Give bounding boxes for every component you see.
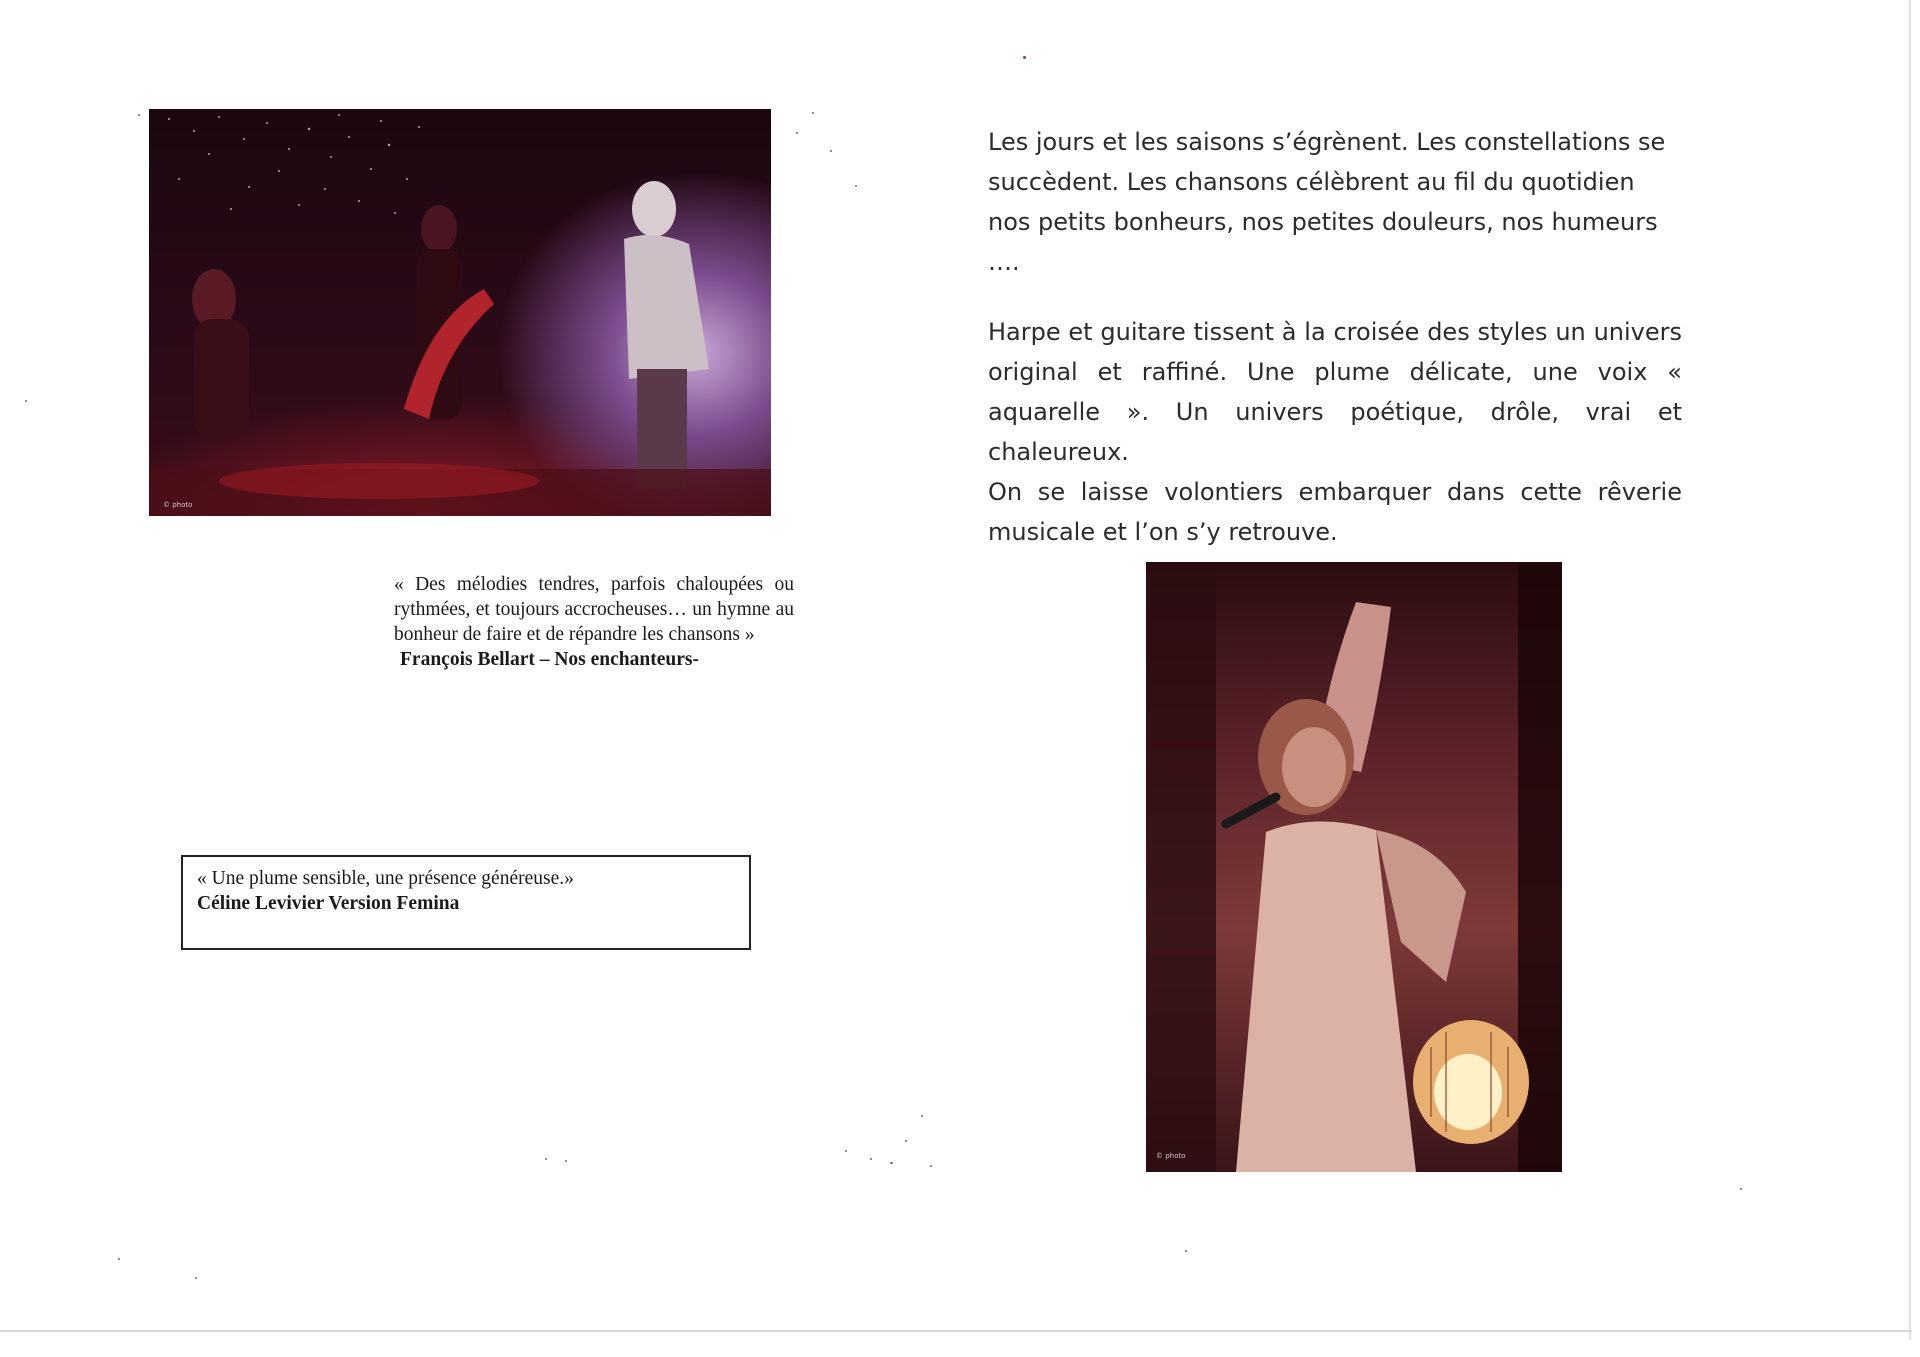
scan-speck	[1185, 1250, 1187, 1252]
intro-text-block	[988, 122, 1682, 552]
concert-photo-illustration	[149, 109, 771, 516]
scan-speck	[845, 1150, 847, 1152]
scan-speck	[138, 114, 140, 116]
scan-speck	[1023, 56, 1026, 59]
scan-speck	[565, 1160, 567, 1162]
photo-watermark: © photo	[1156, 1152, 1186, 1160]
quote-bellart-text: « Des mélodies tendres, parfois chaloupées ou rythmées, et toujours accrocheuses… un hymne au bonheur de faire et de répandre les chansons »	[394, 574, 794, 645]
scan-speck	[870, 1158, 872, 1160]
singer-with-microphone-photo	[1146, 562, 1562, 1172]
photo-watermark: © photo	[163, 501, 193, 509]
scan-speck	[855, 185, 857, 187]
scan-speck	[830, 150, 832, 152]
intro-paragraph-1: Les jours et les saisons s’égrènent. Les constellations se succèdent. Les chansons célèbrent au fil du quotidien nos petits bonheurs, nos petites douleurs, nos humeurs ….	[988, 128, 1666, 276]
scan-speck	[195, 1277, 197, 1279]
concert-stage-photo	[149, 109, 771, 516]
intro-paragraph-3: On se laisse volontiers embarquer dans cette rêverie musicale et l’on s’y retrouve.	[988, 478, 1682, 546]
quote-levivier-box	[181, 855, 751, 950]
scan-speck	[796, 132, 798, 134]
scan-edge-bottom	[0, 1330, 1912, 1332]
quote-bellart-source: François Bellart – Nos enchanteurs-	[400, 649, 699, 670]
scan-edge-right	[1909, 0, 1911, 1340]
scan-speck	[921, 1115, 923, 1117]
scan-speck	[545, 1158, 547, 1160]
scan-speck	[930, 1165, 932, 1167]
quote-bellart	[394, 572, 794, 672]
scan-speck	[118, 1258, 120, 1260]
intro-paragraph-2: Harpe et guitare tissent à la croisée des styles un univers original et raffiné. Une plume délicate, une voix « aquarelle ». Un univers poétique, drôle, vrai et chaleureux.	[988, 318, 1682, 466]
quote-levivier-text: « Une plume sensible, une présence généreuse.»	[197, 868, 574, 889]
scan-speck	[812, 112, 814, 114]
scan-speck	[1740, 1188, 1742, 1190]
scan-speck	[890, 1162, 893, 1164]
scan-speck	[25, 400, 27, 402]
singer-photo-illustration	[1146, 562, 1562, 1172]
quote-levivier-source: Céline Levivier Version Femina	[197, 893, 460, 914]
scan-speck	[905, 1140, 907, 1142]
